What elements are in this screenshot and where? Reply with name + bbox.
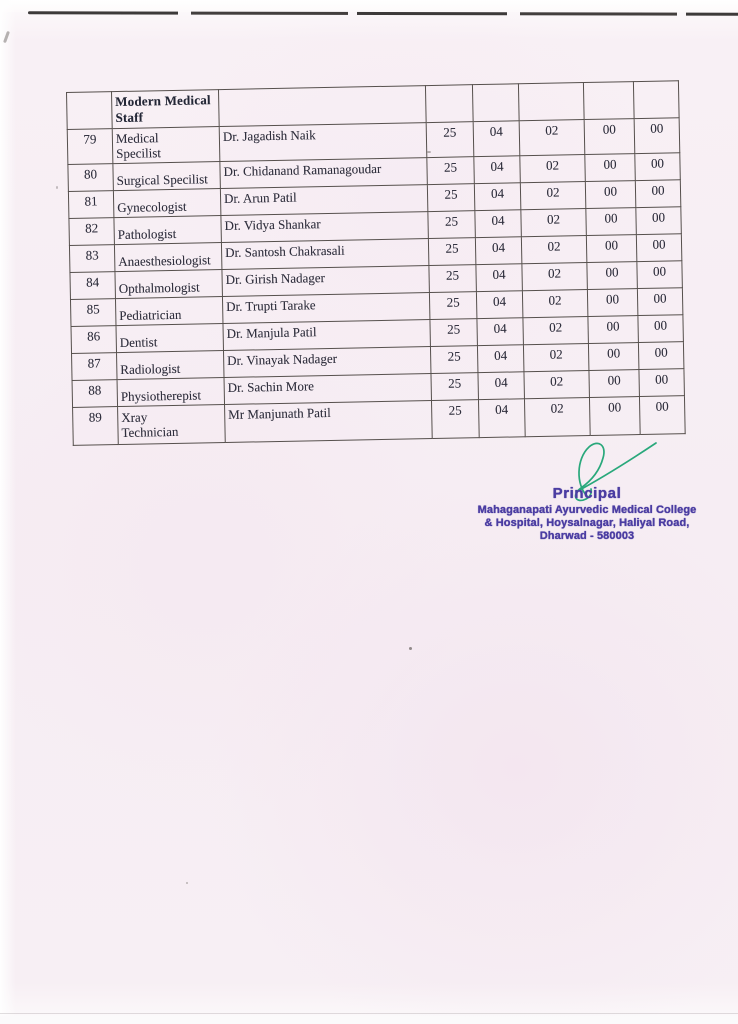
census-value: 00	[587, 262, 638, 290]
census-value: 04	[475, 210, 522, 238]
census-value: 00	[637, 288, 683, 316]
row-number: 84	[70, 272, 116, 300]
scan-bottom-edge-line	[0, 1013, 738, 1014]
census-value: 25	[431, 373, 479, 401]
paper-speck	[56, 186, 58, 189]
staff-title: Physiotherepist	[117, 378, 224, 407]
census-value: 25	[427, 157, 475, 185]
row-number: 83	[69, 245, 115, 273]
census-value: 00	[634, 118, 680, 154]
census-value: 25	[426, 122, 474, 158]
stamp-org-line1: Mahaganapati Ayurvedic Medical College	[477, 504, 697, 516]
header-cell-staff: Modern Medical Staff	[112, 90, 220, 129]
census-value: 00	[588, 316, 639, 344]
scan-top-white-band	[0, 0, 738, 12]
paper-speck	[409, 647, 412, 650]
census-value: 00	[635, 180, 681, 208]
staff-title: Medical Specilist	[112, 127, 220, 164]
census-value: 25	[429, 292, 477, 320]
census-value: 25	[430, 319, 478, 347]
census-value: 00	[584, 119, 635, 155]
staff-name: Dr. Manjula Patil	[223, 320, 430, 351]
census-value: 00	[638, 342, 684, 370]
census-value: 04	[475, 237, 522, 265]
staff-title: Pediatrician	[115, 297, 222, 326]
census-value: 00	[637, 261, 683, 289]
staff-name: Dr. Sachin More	[224, 374, 431, 405]
census-value: 25	[428, 238, 476, 266]
census-value: 00	[635, 153, 681, 181]
table-body	[67, 118, 685, 446]
staff-name: Mr Manjunath Patil	[225, 401, 433, 443]
header-cell-empty	[518, 83, 584, 121]
header-cell-empty	[67, 92, 113, 130]
stamp-org-line2: & Hospital, Hoysalnagar, Haliyal Road,	[484, 517, 690, 529]
census-value: 02	[520, 155, 586, 183]
census-value: 02	[519, 120, 585, 156]
census-value: 04	[478, 372, 525, 400]
row-number: 87	[72, 353, 118, 381]
census-value: 02	[524, 398, 590, 437]
row-number: 89	[73, 407, 119, 446]
census-value: 02	[522, 290, 588, 318]
staff-name: Dr. Vidya Shankar	[221, 212, 428, 243]
row-number: 86	[71, 326, 117, 354]
census-value: 02	[522, 263, 588, 291]
header-cell-empty	[633, 81, 679, 119]
census-value: 04	[476, 264, 523, 292]
census-value: 02	[523, 317, 589, 345]
row-number: 82	[69, 218, 115, 246]
census-value: 02	[520, 182, 586, 210]
census-value: 00	[589, 397, 640, 436]
staff-name: Dr. Chidanand Ramanagoudar	[220, 158, 427, 189]
census-value: 25	[427, 184, 475, 212]
scan-edge-line	[28, 11, 738, 15]
census-value: 02	[524, 371, 590, 399]
census-value: 00	[588, 343, 639, 371]
staff-title: Gynecologist	[113, 189, 220, 218]
census-value: 25	[428, 211, 476, 239]
header-cell-empty	[425, 85, 473, 123]
census-value: 25	[430, 346, 478, 374]
stamp-designation: Principal	[552, 485, 622, 502]
staff-name: Dr. Trupti Tarake	[222, 293, 429, 324]
census-value: 00	[585, 181, 636, 209]
census-value: 00	[587, 289, 638, 317]
census-value: 25	[429, 265, 477, 293]
census-value: 00	[636, 234, 682, 262]
staff-name: Dr. Vinayak Nadager	[223, 347, 430, 378]
stamp-org-line3: Dharwad - 580003	[539, 530, 635, 542]
census-value: 04	[474, 156, 521, 184]
census-value: 00	[586, 235, 637, 263]
row-number: 85	[70, 299, 116, 327]
census-value: 04	[474, 183, 521, 211]
census-value: 00	[636, 207, 682, 235]
census-value: 04	[473, 121, 520, 157]
staff-name: Dr. Girish Nadager	[222, 266, 429, 297]
header-cell-empty	[218, 86, 426, 127]
census-value: 00	[639, 369, 685, 397]
row-number: 88	[72, 380, 118, 408]
census-value: 00	[585, 154, 636, 182]
census-value: 25	[431, 400, 479, 439]
row-number: 81	[68, 191, 114, 219]
census-value: 02	[521, 236, 587, 264]
staff-name: Dr. Arun Patil	[220, 185, 427, 216]
principal-stamp	[462, 485, 712, 543]
census-value: 00	[638, 315, 684, 343]
census-value: 00	[586, 208, 637, 236]
staff-title: Anaesthesiologist	[114, 243, 221, 272]
census-value: 02	[523, 344, 589, 372]
census-value: 00	[639, 396, 685, 435]
header-cell-empty	[583, 82, 634, 120]
staff-name: Dr. Jagadish Naik	[219, 123, 427, 162]
census-value: 04	[477, 345, 524, 373]
paper-speck	[186, 882, 188, 884]
census-value: 04	[476, 291, 523, 319]
staff-name: Dr. Santosh Chakrasali	[221, 239, 428, 270]
staff-title: Radiologist	[117, 351, 224, 380]
staff-title: Opthalmologist	[115, 270, 222, 299]
staff-title: Surgical Specilist	[113, 162, 220, 191]
census-value: 02	[521, 209, 587, 237]
census-value: 00	[589, 370, 640, 398]
staff-title: Pathologist	[114, 216, 221, 245]
scan-bottom-white-band	[0, 1013, 738, 1024]
staff-title: Dentist	[116, 324, 223, 353]
staff-title: Xray Technician	[118, 405, 226, 445]
medical-staff-table	[66, 80, 686, 446]
census-value: 04	[477, 318, 524, 346]
header-cell-empty	[472, 84, 519, 122]
census-value: 04	[478, 399, 525, 438]
scan-left-white-band	[0, 0, 16, 1024]
row-number: 79	[67, 129, 113, 165]
staff-table-wrapper	[66, 80, 686, 446]
row-number: 80	[68, 164, 114, 192]
